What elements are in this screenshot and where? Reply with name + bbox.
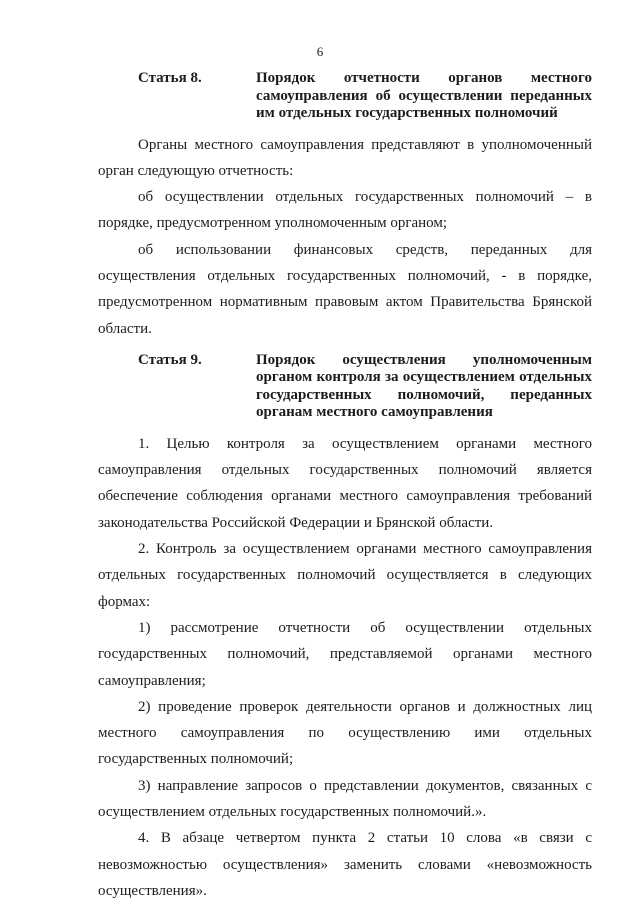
article-9-paragraph: 1) рассмотрение отчетности об осуществлении отдельных государственных полномочий, представляемой органами местного самоуправления;: [98, 619, 592, 689]
article-9-paragraph: 4. В абзаце четвертом пункта 2 статьи 10 слова «в связи с невозможностью осуществления» заменить словами «невозможность осуществления».: [98, 830, 592, 899]
article-9-paragraph: 2) проведение проверок деятельности органов и должностных лиц местного самоуправления по осуществлению ими отдельных государственных полномочий;: [98, 698, 592, 768]
article-9-paragraph: 1. Целью контроля за осуществлением органами местного самоуправления отдельных государственных полномочий является обеспечение соблюдения органами местного самоуправления требований законодательства Российской Федерации и Брянской области.: [98, 435, 592, 531]
article-9-paragraph: 2. Контроль за осуществлением органами местного самоуправления отдельных государственных полномочий осуществляется в следующих формах:: [98, 541, 592, 610]
article-8-paragraph: об использовании финансовых средств, переданных для осуществления отдельных государственных полномочий, - в порядке, предусмотренном нормативным правовым актом Правительства Брянской области.: [98, 241, 592, 337]
article-9-label: Статья 9.: [138, 351, 202, 368]
page-number: 6: [316, 44, 324, 59]
article-9-paragraph: 3) направление запросов о представлении документов, связанных с осуществлением отдельных государственных полномочий.».: [98, 777, 592, 821]
spacer: [98, 123, 592, 132]
spacer: [98, 422, 592, 431]
article-9-heading: [138, 352, 592, 422]
article-8-heading: [138, 70, 592, 123]
article-8-paragraph: об осуществлении отдельных государственных полномочий – в порядке, предусмотренном уполномоченным органом;: [98, 189, 592, 232]
article-8-label: Статья 8.: [138, 70, 202, 86]
article-9-title: Порядок осуществления уполномоченным органом контроля за осуществлением отдельных государственных полномочий, переданных органам местного самоуправления: [256, 351, 592, 421]
article-8-title: Порядок отчетности органов местного самоуправления об осуществлении переданных им отдельных государственных полномочий: [256, 70, 592, 121]
article-8-paragraph: Органы местного самоуправления представляют в уполномоченный орган следующую отчетность:: [98, 136, 592, 179]
document-body: [98, 70, 592, 904]
